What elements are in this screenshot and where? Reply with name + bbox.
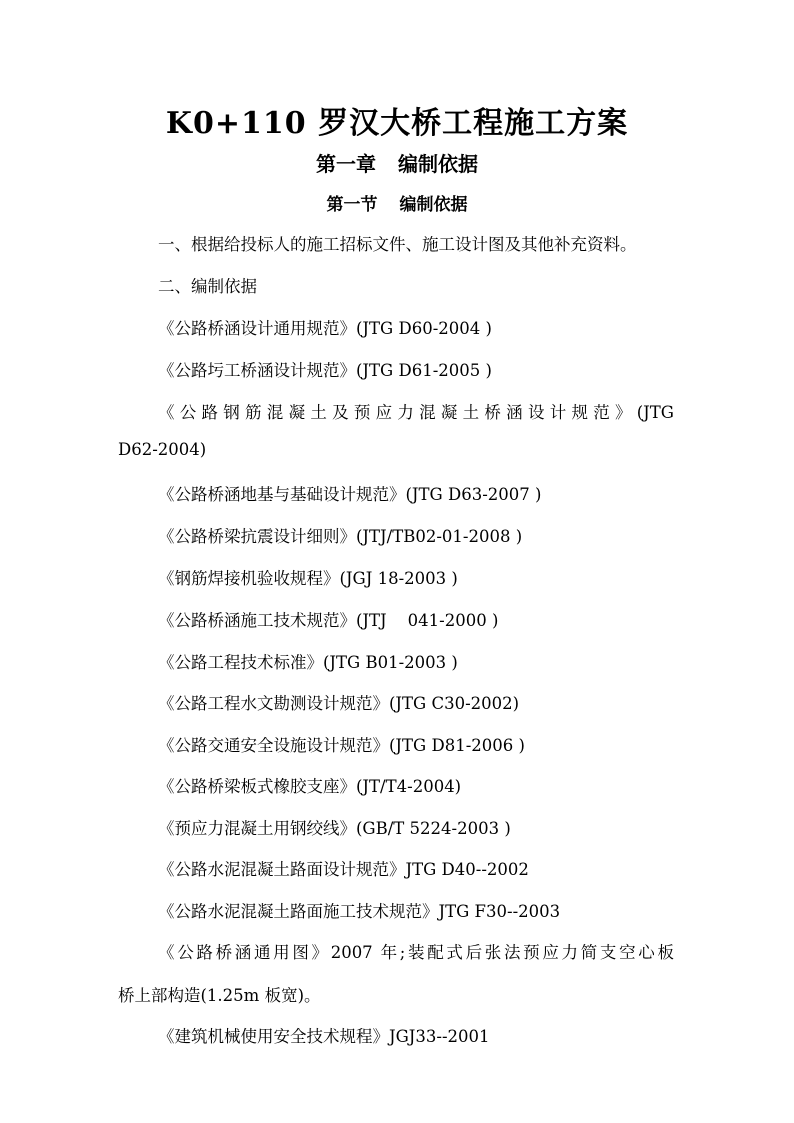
document-title: K0+110 罗汉大桥工程施工方案 <box>165 106 629 141</box>
standard-item: 《公路钢筋混凝土及预应力混凝土桥涵设计规范》(JTG <box>158 403 674 422</box>
standard-item: 《公路工程技术标准》(JTG B01-2003 ) <box>158 653 458 672</box>
section-name: 编制依据 <box>399 195 468 215</box>
standard-item: 《公路桥涵设计通用规范》(JTG D60-2004 ) <box>158 319 492 338</box>
standard-item: 《建筑机械使用安全技术规程》JGJ33--2001 <box>158 1027 490 1046</box>
chapter-name: 编制依据 <box>398 152 478 176</box>
paragraph-basis-two: 二、编制依据 <box>158 277 257 296</box>
standard-item: 《公路交通安全设施设计规范》(JTG D81-2006 ) <box>158 736 525 755</box>
standard-item: 《预应力混凝土用钢绞线》(GB/T 5224-2003 ) <box>158 819 511 838</box>
standard-item: 《公路水泥混凝土路面设计规范》JTG D40--2002 <box>158 860 529 879</box>
chapter-heading <box>0 148 794 177</box>
standard-item: 《公路工程水文勘测设计规范》(JTG C30-2002) <box>158 694 520 713</box>
standard-item: 《公路桥涵施工技术规范》(JTJ 041-2000 ) <box>158 611 499 630</box>
paragraph-basis-one: 一、根据给投标人的施工招标文件、施工设计图及其他补充资料。 <box>158 235 637 254</box>
standard-item: 《钢筋焊接机验收规程》(JGJ 18-2003 ) <box>158 569 458 588</box>
section-number: 第一节 <box>326 195 378 215</box>
standard-item: 《公路桥涵通用图》2007 年;装配式后张法预应力简支空心板 <box>158 943 674 962</box>
chapter-number: 第一章 <box>316 152 376 176</box>
standard-item: 《公路圬工桥涵设计规范》(JTG D61-2005 ) <box>158 361 492 380</box>
standard-item-continued: D62-2004) <box>118 440 207 459</box>
standard-item-continued: 桥上部构造(1.25m 板宽)。 <box>118 986 321 1005</box>
standard-item: 《公路桥梁抗震设计细则》(JTJ/TB02-01-2008 ) <box>158 527 523 546</box>
standard-item: 《公路桥梁板式橡胶支座》(JT/T4-2004) <box>158 777 462 796</box>
standard-item: 《公路水泥混凝土路面施工技术规范》JTG F30--2003 <box>158 902 561 921</box>
standard-item: 《公路桥涵地基与基础设计规范》(JTG D63-2007 ) <box>158 485 542 504</box>
section-heading <box>0 190 794 215</box>
